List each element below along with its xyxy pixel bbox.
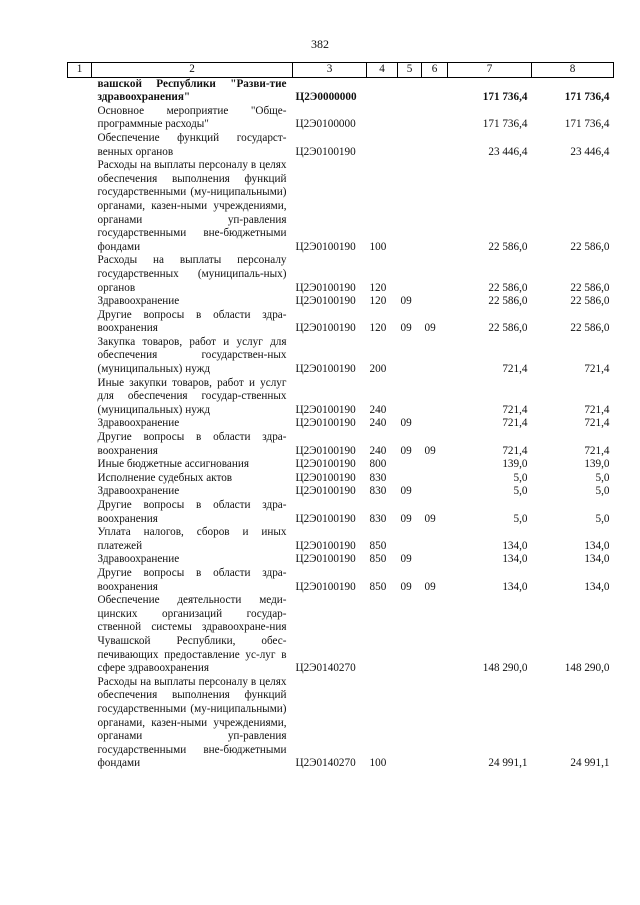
table-header-row — [68, 63, 614, 78]
row-section — [398, 676, 422, 771]
row-amount-col8: 5,0 — [595, 485, 610, 498]
row-section: 09 — [400, 512, 412, 525]
row-subsection — [422, 377, 448, 418]
row-amount-col7: 171 736,4 — [482, 91, 528, 104]
row-name: Исполнение судебных актов — [97, 471, 233, 484]
row-target-code: Ц2Э0100190 — [295, 295, 356, 308]
table-body — [68, 77, 614, 771]
row-name: Расходы на выплаты персоналу в целях обеспечения выполнения функций государственными (му-ниципальными) органами, казен-ными учреждениями, органами уп-равления государственными вне-бюджетными фондами — [97, 159, 287, 253]
row-amount-col7: 721,4 — [502, 417, 528, 430]
header-col-8: 8 — [532, 63, 614, 78]
row-target-code: Ц2Э0100190 — [295, 471, 356, 484]
row-amount-col7: 139,0 — [502, 458, 528, 471]
row-amount-col8: 134,0 — [584, 553, 610, 566]
page-number: 382 — [311, 37, 329, 51]
row-name: Другие вопросы в области здра-воохранения — [97, 566, 287, 593]
row-subsection — [422, 159, 448, 254]
row-section — [398, 105, 422, 132]
row-target-code: Ц2Э0100190 — [295, 580, 356, 593]
row-target-code: Ц2Э0100190 — [295, 281, 356, 294]
row-section: 09 — [400, 553, 412, 566]
row-expense-type — [367, 77, 398, 105]
row-subsection: 09 — [424, 512, 436, 525]
row-expense-type: 240 — [369, 417, 387, 430]
row-subsection — [422, 458, 448, 472]
row-amount-col7: 721,4 — [502, 363, 528, 376]
row-expense-type: 200 — [369, 363, 387, 376]
row-amount-col7: 134,0 — [502, 553, 528, 566]
row-subsection — [422, 594, 448, 676]
row-section: 09 — [400, 322, 412, 335]
row-subsection — [422, 526, 448, 553]
row-amount-col7: 721,4 — [502, 444, 528, 457]
row-amount-col8: 148 290,0 — [564, 662, 610, 675]
table-row — [68, 676, 614, 771]
row-target-code: Ц2Э0100190 — [295, 403, 356, 416]
row-amount-col8: 139,0 — [584, 458, 610, 471]
table-row — [68, 499, 614, 526]
row-section — [398, 594, 422, 676]
row-amount-col7: 5,0 — [513, 512, 528, 525]
row-amount-col8: 721,4 — [584, 444, 610, 457]
row-amount-col7: 24 991,1 — [488, 757, 528, 770]
row-target-code: Ц2Э0000000 — [295, 91, 357, 104]
table-row — [68, 105, 614, 132]
row-subsection — [422, 676, 448, 771]
table-row — [68, 159, 614, 254]
row-target-code: Ц2Э0100190 — [295, 417, 356, 430]
row-section: 09 — [400, 444, 412, 457]
header-col-7: 7 — [448, 63, 532, 78]
row-amount-col8: 24 991,1 — [570, 757, 610, 770]
row-subsection — [422, 77, 448, 105]
table-row — [68, 526, 614, 553]
row-expense-type: 850 — [369, 553, 387, 566]
row-target-code: Ц2Э0100190 — [295, 512, 356, 525]
row-name: Иные закупки товаров, работ и услуг для обеспечения государ-ственных (муниципальных) нужд — [97, 376, 287, 416]
row-subsection — [422, 485, 448, 499]
row-expense-type: 100 — [369, 757, 387, 770]
row-section — [398, 377, 422, 418]
header-col-4: 4 — [367, 63, 398, 78]
row-section — [398, 132, 422, 159]
row-expense-type — [367, 105, 398, 132]
row-expense-type: 120 — [369, 295, 387, 308]
row-expense-type — [367, 132, 398, 159]
table-row — [68, 431, 614, 458]
row-name: Обеспечение деятельности меди-цинских организаций государ-ственной системы здравоохране-ния Чувашской Республики, обес-печивающих предоставление ус-луг в сфере здравоохранения — [97, 594, 287, 675]
row-name: Другие вопросы в области здра-воохранения — [97, 308, 287, 335]
row-amount-col7: 134,0 — [502, 539, 528, 552]
row-name: Здравоохранение — [97, 295, 180, 308]
table-row — [68, 254, 614, 295]
table-row — [68, 594, 614, 676]
row-amount-col8: 22 586,0 — [570, 295, 610, 308]
row-amount-col8: 22 586,0 — [570, 240, 610, 253]
row-section — [398, 336, 422, 377]
row-expense-type: 100 — [369, 240, 387, 253]
row-name: Обеспечение функций государст-венных органов — [97, 131, 287, 158]
row-amount-col8: 721,4 — [584, 403, 610, 416]
table-row — [68, 417, 614, 431]
row-name: вашской Республики "Разви-тие здравоохранения" — [97, 77, 287, 104]
row-amount-col7: 148 290,0 — [482, 662, 528, 675]
row-subsection — [422, 295, 448, 309]
row-expense-type: 850 — [369, 539, 387, 552]
row-expense-type: 120 — [369, 322, 387, 335]
row-target-code: Ц2Э0100190 — [295, 444, 356, 457]
row-section — [398, 77, 422, 105]
table-row — [68, 485, 614, 499]
row-amount-col7: 22 586,0 — [488, 281, 528, 294]
row-target-code: Ц2Э0100190 — [295, 145, 356, 158]
row-section — [398, 472, 422, 486]
row-target-code: Ц2Э0140270 — [295, 662, 356, 675]
row-section — [398, 526, 422, 553]
table-row — [68, 132, 614, 159]
row-amount-col8: 171 736,4 — [564, 91, 610, 104]
row-target-code: Ц2Э0100190 — [295, 240, 356, 253]
row-expense-type: 240 — [369, 444, 387, 457]
row-subsection: 09 — [424, 322, 436, 335]
row-amount-col7: 5,0 — [513, 471, 528, 484]
budget-table — [67, 62, 614, 771]
row-subsection — [422, 336, 448, 377]
row-amount-col8: 23 446,4 — [570, 145, 610, 158]
row-target-code: Ц2Э0100190 — [295, 363, 356, 376]
row-target-code: Ц2Э0100190 — [295, 539, 356, 552]
row-amount-col8: 134,0 — [584, 580, 610, 593]
row-section — [398, 159, 422, 254]
row-subsection: 09 — [424, 444, 436, 457]
row-name: Расходы на выплаты персоналу в целях обеспечения выполнения функций государственными (му-ниципальными) органами, казен-ными учреждениями, органами уп-равления государственными вне-бюджетными фондами — [97, 675, 287, 770]
row-name: Здравоохранение — [97, 485, 180, 498]
row-name: Другие вопросы в области здра-воохранения — [97, 431, 287, 457]
row-subsection: 09 — [424, 580, 436, 593]
row-amount-col7: 171 736,4 — [482, 118, 528, 131]
row-name: Основное мероприятие "Обще-программные расходы" — [97, 104, 287, 131]
row-amount-col7: 721,4 — [502, 403, 528, 416]
table-row — [68, 458, 614, 472]
row-amount-col8: 721,4 — [584, 417, 610, 430]
row-amount-col8: 22 586,0 — [570, 281, 610, 294]
row-target-code: Ц2Э0100190 — [295, 458, 356, 471]
row-amount-col7: 5,0 — [513, 485, 528, 498]
row-name: Закупка товаров, работ и услуг для обеспечения государствен-ных (муниципальных) нужд — [97, 335, 287, 376]
row-amount-col8: 171 736,4 — [564, 118, 610, 131]
row-subsection — [422, 472, 448, 486]
table-row — [68, 309, 614, 336]
row-expense-type: 830 — [369, 512, 387, 525]
row-section — [398, 254, 422, 295]
header-col-6: 6 — [422, 63, 448, 78]
row-amount-col8: 5,0 — [595, 512, 610, 525]
row-target-code: Ц2Э0100000 — [295, 118, 356, 131]
table-row — [68, 567, 614, 594]
row-section: 09 — [400, 295, 412, 308]
row-name: Уплата налогов, сборов и иных платежей — [97, 526, 287, 552]
table-row — [68, 553, 614, 567]
row-subsection — [422, 417, 448, 431]
row-amount-col7: 22 586,0 — [488, 295, 528, 308]
row-expense-type: 120 — [369, 281, 387, 294]
row-expense-type: 830 — [369, 471, 387, 484]
row-section: 09 — [400, 580, 412, 593]
row-target-code: Ц2Э0100190 — [295, 485, 356, 498]
row-amount-col8: 5,0 — [595, 471, 610, 484]
row-expense-type: 240 — [369, 403, 387, 416]
row-section: 09 — [400, 417, 412, 430]
header-col-3: 3 — [293, 63, 367, 78]
row-amount-col7: 22 586,0 — [488, 322, 528, 335]
row-amount-col8: 134,0 — [584, 539, 610, 552]
row-target-code: Ц2Э0140270 — [295, 757, 356, 770]
table-row — [68, 295, 614, 309]
table-row — [68, 77, 614, 105]
row-name: Иные бюджетные ассигнования — [97, 458, 249, 471]
row-expense-type: 800 — [369, 458, 387, 471]
row-target-code: Ц2Э0100190 — [295, 322, 356, 335]
table-row — [68, 472, 614, 486]
row-name: Расходы на выплаты персоналу государственных (муниципаль-ных) органов — [97, 254, 287, 294]
row-amount-col8: 721,4 — [584, 363, 610, 376]
row-subsection — [422, 132, 448, 159]
row-subsection — [422, 553, 448, 567]
row-target-code: Ц2Э0100190 — [295, 553, 356, 566]
row-expense-type — [367, 594, 398, 676]
row-name: Другие вопросы в области здра-воохранения — [97, 499, 287, 525]
header-col-1: 1 — [68, 63, 92, 78]
row-amount-col8: 22 586,0 — [570, 322, 610, 335]
row-amount-col7: 134,0 — [502, 580, 528, 593]
row-subsection — [422, 254, 448, 295]
table-row — [68, 336, 614, 377]
row-expense-type: 850 — [369, 580, 387, 593]
header-col-2: 2 — [92, 63, 293, 78]
row-section — [398, 458, 422, 472]
row-section: 09 — [400, 485, 412, 498]
row-subsection — [422, 105, 448, 132]
row-name: Здравоохранение — [97, 417, 180, 430]
table-row — [68, 377, 614, 418]
row-amount-col7: 23 446,4 — [488, 145, 528, 158]
row-amount-col7: 22 586,0 — [488, 240, 528, 253]
header-col-5: 5 — [398, 63, 422, 78]
row-name: Здравоохранение — [97, 553, 180, 566]
row-expense-type: 830 — [369, 485, 387, 498]
